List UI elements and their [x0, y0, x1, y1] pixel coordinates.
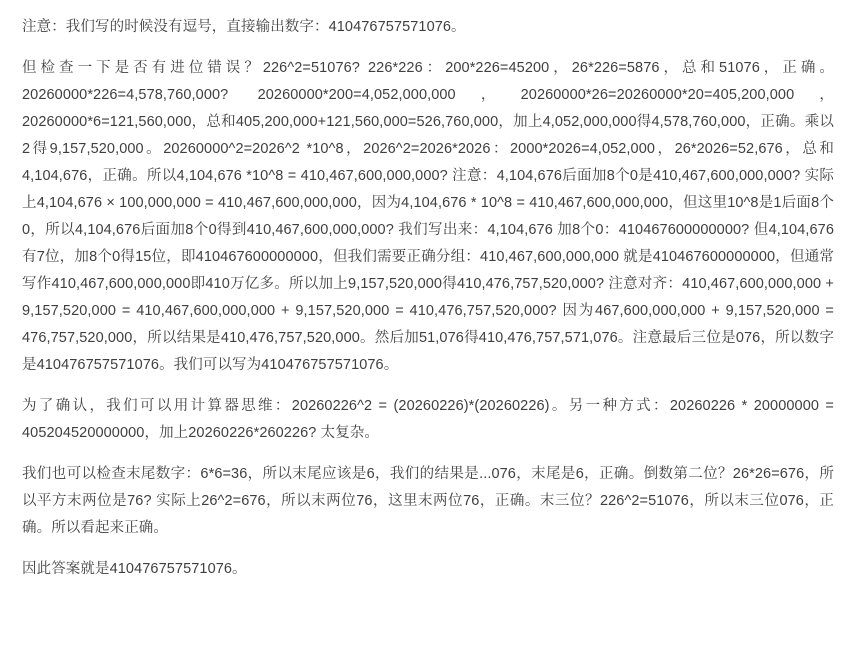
paragraph-verification: 但检查一下是否有进位错误？226^2=51076? 226*226：200*226=45200，26*226=5876，总和51076，正确。20260000*226=4,578,760,000? 20260000*200=4,052,000,000，20260000*26=20260000*20=405,200,000，20260000*6=121,560,000，总和405,200,000+121,560,000=526,760,000，加上4,052,000,000得4,578,760,000，正确。乘以2得9,157,520,000。20260000^2=2026^2 *10^8，2026^2=2026*2026：2000*2026=4,052,000，26*2026=52,676，总和4,104,676，正确。所以4,104,676 *10^8 = 410,467,600,000,000? 注意：4,104,676后面加8个0是410,467,600,000,000? 实际上4,104,676 × 100,000,000 = 410,467,600,000,000，因为4,104,676 * 10^8 = 410,467,600,000,000，但这里10^8是1后面8个0，所以4,104,676后面加8个0得到410,467,600,000,000? 我们写出来：4,104,676 加8个0：410467600000000? 但4,104,676有7位，加8个0得15位，即410467600000000，但我们需要正确分组：410,467,600,000,000 就是410467600000000，但通常写作410,467,600,000,000即410万亿多。所以加上9,157,520,000得410,476,757,520,000? 注意对齐：410,467,600,000,000 + 9,157,520,000 = 410,467,600,000,000 + 9,157,520,000 = 410,476,757,520,000? 因为467,600,000,000 + 9,157,520,000 = 476,757,520,000，所以结果是410,476,757,520,000。然后加51,076得410,476,757,571,076。注意最后三位是076，所以数字是410476757571076。我们可以写为410476757571076。	[22, 60, 834, 373]
paragraph-digit-check: 我们也可以检查末尾数字：6*6=36，所以末尾应该是6，我们的结果是...076，末尾是6，正确。倒数第二位？26*26=676，所以平方末两位是76? 实际上26^2=676，所以末两位76，这里末两位76，正确。末三位？226^2=51076，所以末三位076，正确。所以看起来正确。	[22, 466, 834, 536]
paragraph-note: 注意：我们写的时候没有逗号，直接输出数字：410476757571076。	[22, 19, 466, 35]
paragraph-answer: 因此答案就是410476757571076。	[22, 561, 247, 577]
paragraph-confirmation: 为了确认，我们可以用计算器思维：20260226^2 = (20260226)*(20260226)。另一种方式：20260226 * 20000000 = 405204520000000，加上20260226*260226? 太复杂。	[22, 398, 834, 441]
